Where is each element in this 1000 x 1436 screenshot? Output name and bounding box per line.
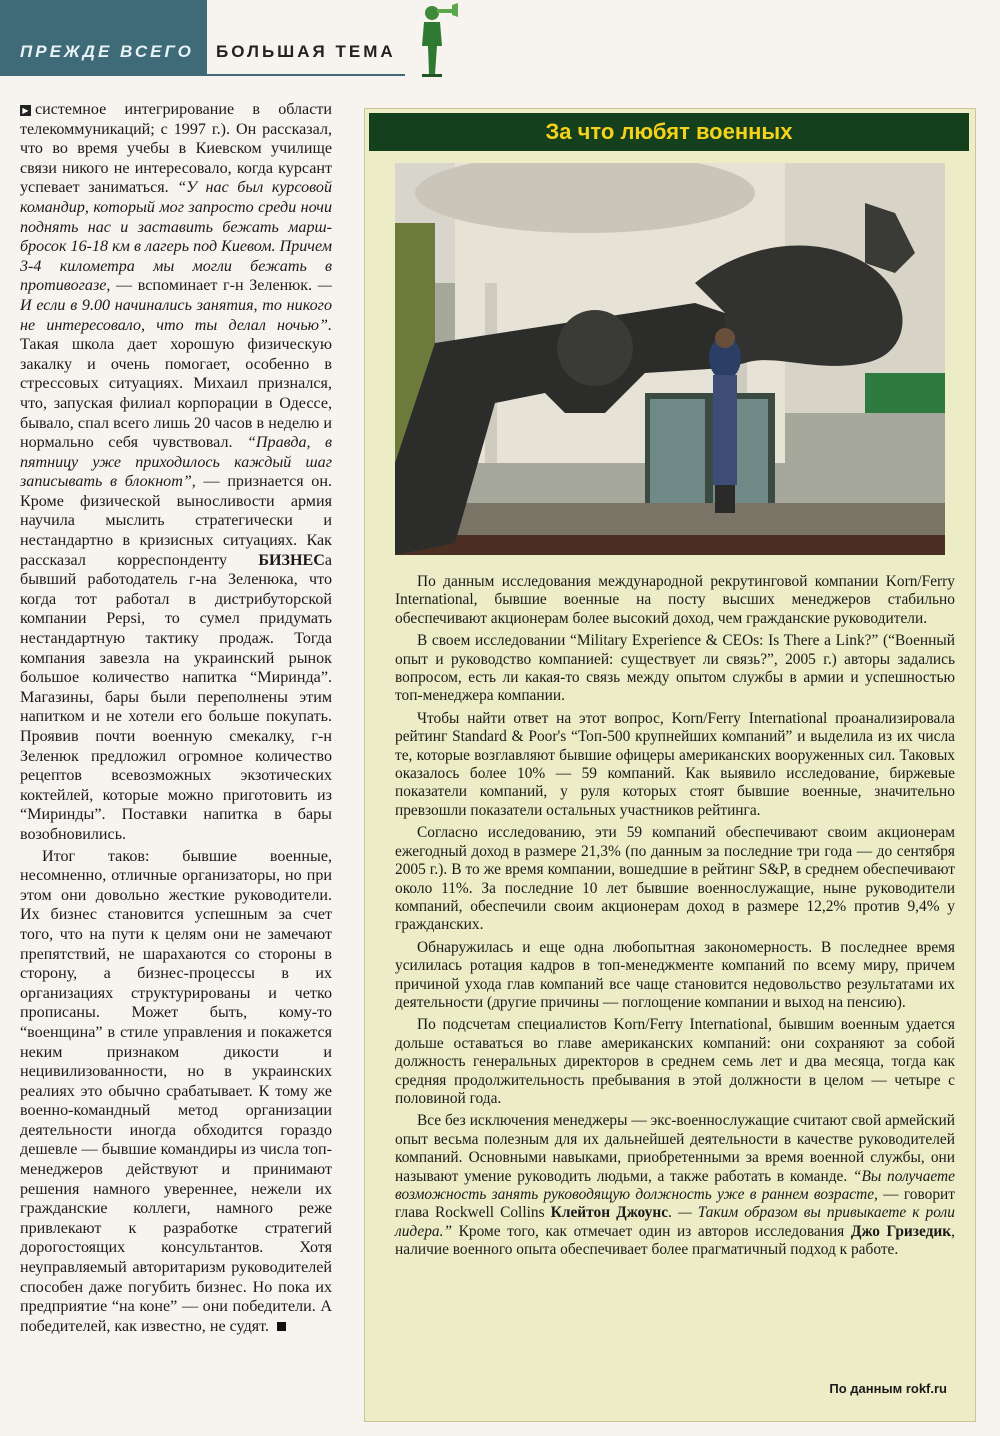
text-run: Итог таков: бывшие военные, несомненно, отличные организаторы, но при этом они довольно жесткие руководители. Их бизнес становится успешным за счет того, что на пути к целям они не замечают препятствий, не шарахаются со стороны в сторону, а бизнес-процессы в их организациях структурированы и четко прописаны. Может быть, кому-то “военщина” в стиле управления и покажется неким признаком дикости и нецивилизованности, но в украинских реалиях это обычно срабатывает. К тому же военно-командный метод организации деятельности иногда обходится гораздо дешевле — бывшие командиры из числа топ-менеджеров действуют и принимают решения намного увереннее, нежели их гражданские коллеги, намного реже привлекают к разработке стратегий дорогостоящих консультантов. Хотя неуправляемый авторитаризм руководителей способен даже погубить бизнес. Но пока их предприятие “на коне” — они победители. А победителей, как известно, не судят. <box>20 847 332 1335</box>
section-label-secondary: БОЛЬШАЯ ТЕМА <box>216 42 396 61</box>
person-name: Джо Гризедик <box>850 1222 952 1240</box>
text-run: Такая школа дает хорошую физическую закалку и очень помогает, особенно в стрессовых ситуациях. Михаил признался, что, запуская филиал корпорации в Одессе, бывало, спал всего лишь 20 часов в неделю и нормально себя чувствовал. <box>20 336 332 452</box>
trumpeter-figure-icon <box>410 0 458 78</box>
knotted-gun-sculpture-photo <box>395 163 945 555</box>
section-label-primary: ПРЕЖДЕ ВСЕГО <box>20 42 194 61</box>
sidebar-title: За что любят военных <box>545 119 793 144</box>
sidebar-body <box>395 573 955 1264</box>
person-name: Клейтон Джоунс <box>550 1204 669 1222</box>
sidebar-paragraph: По данным исследования международной рекрутинговой компании Korn/Ferry International, бывшие военные на посту высших менеджеров стабильно обеспечивают акционерам более высокий доход, чем гражданские руководители. <box>395 573 955 627</box>
text-run: , наличие военного опыта обеспечивает более прагматичный подход к работе. <box>395 1222 955 1259</box>
source-credit: По данным rokf.ru <box>829 1381 947 1396</box>
text-run: . <box>668 1204 678 1222</box>
header-rule <box>0 74 405 76</box>
sidebar-paragraph: Чтобы найти ответ на этот вопрос, Korn/Ferry International проанализировала рейтинг Standard & Poor's “Топ-500 крупнейших компаний” и выделила из их числа те, которые возглавляют бывшие офицеры американских вооруженных сил. Таковых оказалось более 10% — 59 компаний. Как выявило исследование, биржевые показатели компаний, у руля которых стоят бывшие военные, значительно превзошли показатели остальных участников рейтинга. <box>395 709 955 819</box>
quote: “Правда, в пятницу уже приходилось каждый шаг записывать в блокнот”, <box>20 434 332 491</box>
sidebar-paragraph: В своем исследовании “Military Experience & CEOs: Is There a Link?” (“Военный опыт и руководство компанией: существует ли связь?”, 2005 г.) авторы задались вопросом, есть ли какая-то связь между опытом службы в армии и успешностью топ-менеджера компании. <box>395 632 955 705</box>
page-header <box>0 0 460 100</box>
text-run: — говорит глава Rockwell Collins <box>395 1186 955 1222</box>
text-run: системное интегрирование в области телекоммуникаций; с 1997 г.). Он рассказал, что во время учебы в Киевском училище связи никого не интересовало, когда курсант успевает заниматься. <box>20 101 332 197</box>
article-paragraph <box>20 100 332 845</box>
end-of-article-icon <box>277 1322 286 1331</box>
text-run: Кроме того, как отмечает один из авторов исследования <box>452 1222 851 1240</box>
text-run: — вспоминает г-н Зеленюк. <box>110 277 318 295</box>
main-article-column <box>20 100 332 1426</box>
text-run: Все без исключения менеджеры — экс-военнослужащие считают свой армейский опыт весьма полезным для их дальнейшей деятельности в качестве руководителей компаний. Основными навыками, приобретенными за время военной службы, они называют умение руководить людьми, а также работать в команде. <box>395 1112 955 1185</box>
sidebar-paragraph: Согласно исследованию, эти 59 компаний обеспечивают своим акционерам ежегодный доход в размере 21,3% (по данным за последние три года — до сентября 2005 г.). В то же время компании, вошедшие в рейтинг S&P, в среднем обеспечивают около 11%. За последние 10 лет бывшие военнослужащие, ныне руководители компаний, обеспечили своим акционерам доход в размере 12,2% против 9,4% у гражданских. <box>395 824 955 934</box>
quote: — Таким образом вы привыкаете к роли лидера.” <box>395 1204 955 1240</box>
quote: “У нас был курсовой командир, который мог запросто среди ночи поднять нас и заставить бежать марш-бросок 16-18 км в лагерь под Киевом. Причем 3-4 километра мы могли бежать в противогазе, <box>20 179 332 295</box>
sidebar-paragraph: Обнаружилась и еще одна любопытная закономерность. В последнее время усилилась ротация кадров в топ-менеджменте компаний по всему миру, причем причиной ухода глав компаний все чаще становится недовольство результатами их деятельности (другие причины — поглощение компании и выход на пенсию). <box>395 938 955 1011</box>
sidebar-paragraph: По подсчетам специалистов Korn/Ferry International, бывшим военным удается дольше оставаться во главе американских компаний: они сохраняют за собой должность генеральных директоров в среднем семь лет и два месяца, тогда как средняя продолжительность пребывания в этой должности в целом — четыре с половиной года. <box>395 1016 955 1107</box>
continue-arrow-icon: ▶ <box>20 105 31 116</box>
magazine-name: БИЗНЕС <box>258 551 325 569</box>
section-band <box>0 0 207 74</box>
text-run: а бывший работодатель г-на Зеленюка, что когда тот работал в дистрибуторской компании Pepsi, то сумел придумать нестандартную тактику продаж. Тогда компания завезла на украинский рынок большое количество напитка “Миринда”. Магазины, бары были переполнены этим напитком и не хотели его больше покупать. Проявив почти военную смекалку, г-н Зеленюк предложил огромное количество рецептов всевозможных экзотических коктейлей, которые можно приготовить из “Миринды”. Поставки напитка в бары возобновились. <box>20 551 332 843</box>
sidebar-paragraph <box>395 1112 955 1259</box>
sidebar-title-bar <box>369 113 969 151</box>
article-paragraph <box>20 847 332 1337</box>
quote: — И если в 9.00 начинались занятия, то никого не интересовало, что ты делал ночью”. <box>20 277 332 334</box>
sidebar-box <box>364 108 976 1422</box>
quote: “Вы получаете возможность занять руководящую должность уже в раннем возрасте, <box>395 1167 955 1203</box>
text-run: — признается он. Кроме физической выносливости армия научила мыслить стратегически и нестандартно в кризисных ситуациях. Как рассказал корреспонденту <box>20 473 332 569</box>
